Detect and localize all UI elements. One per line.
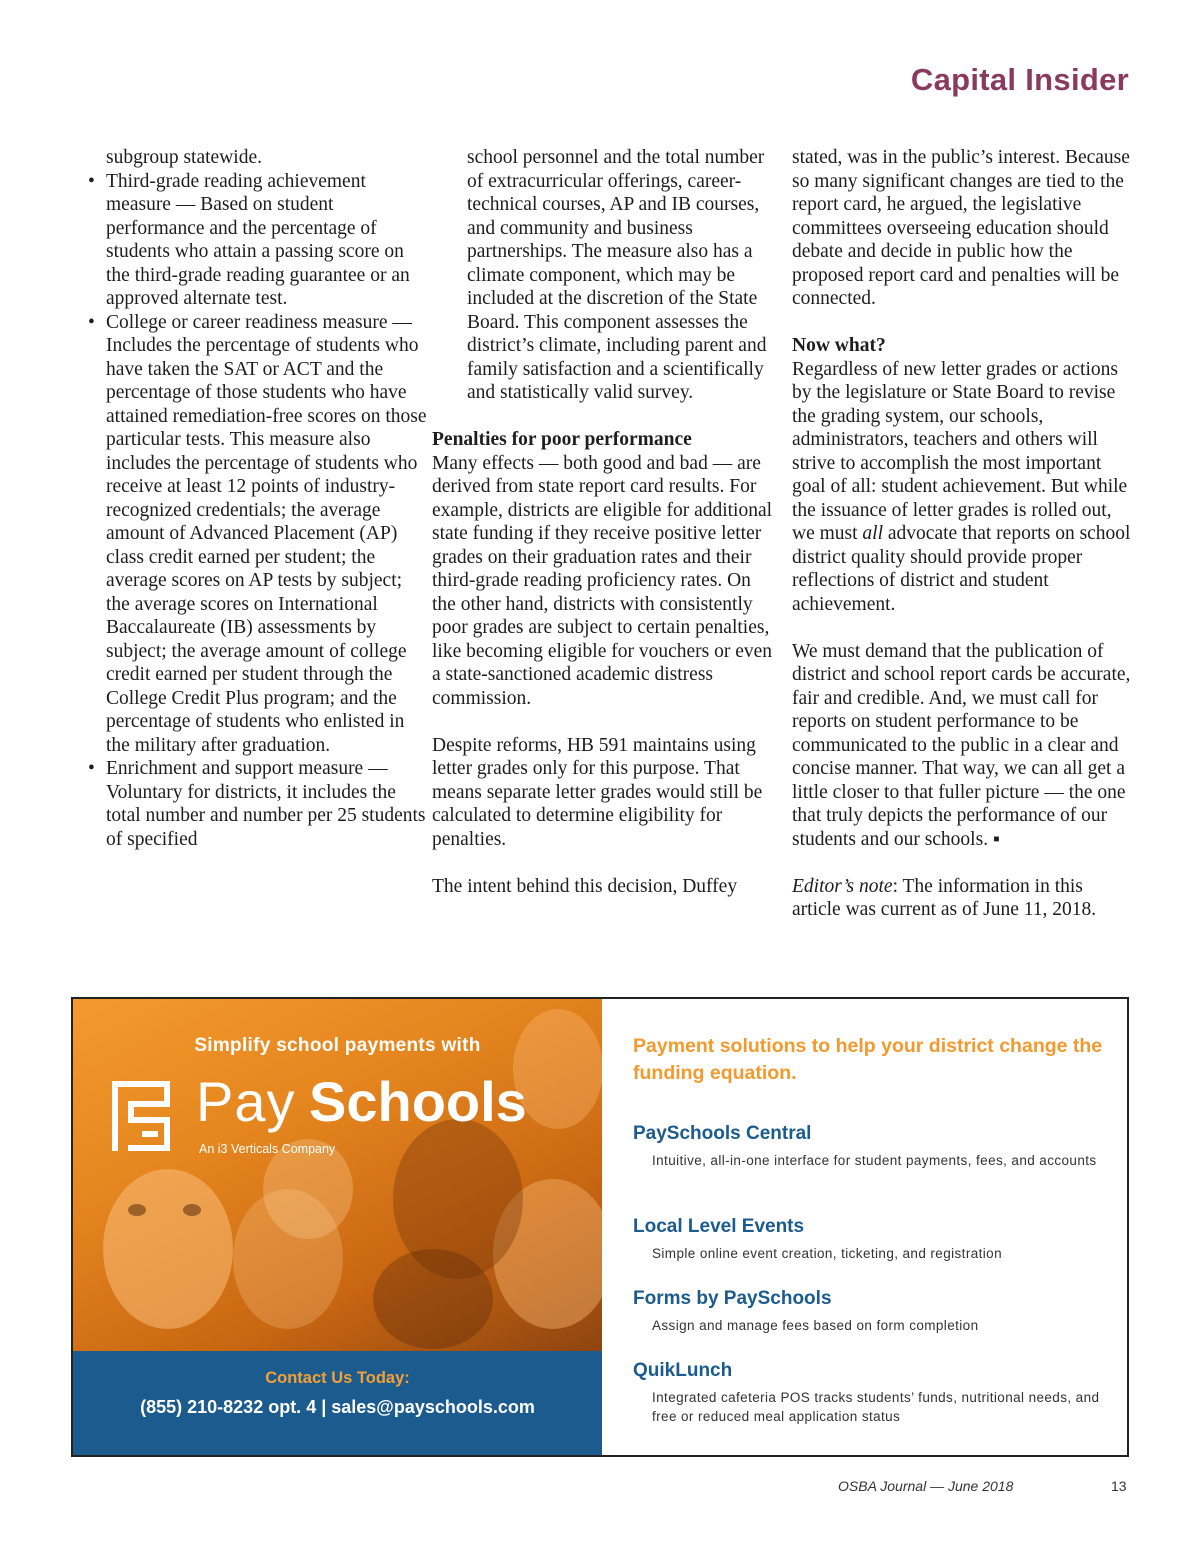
paragraph: stated, was in the public’s interest. Because so many significant changes are tied to the report card, he argued, the legislative committees overseeing education should debate and decide in public how the proposed report card and penalties will be connected. xyxy=(792,147,1130,309)
payschools-advertisement[interactable] xyxy=(71,997,1129,1457)
note-text: : The information in this article was current as of June 11, 2018. xyxy=(792,875,1097,920)
product-item xyxy=(633,1123,1103,1170)
paragraph xyxy=(792,358,1134,617)
product-item xyxy=(633,1288,1103,1335)
ad-right-panel xyxy=(602,999,1129,1455)
note-label: Editor’s note xyxy=(792,875,893,897)
paragraph: Despite reforms, HB 591 maintains using letter grades only for this purpose. That means separate letter grades would still be calculated to determine eligibility for penalties. xyxy=(432,734,763,850)
paragraph: The intent behind this decision, Duffey xyxy=(432,875,738,897)
bullet-list xyxy=(88,170,428,852)
product-item xyxy=(633,1360,1103,1426)
payschools-logo-icon xyxy=(109,1078,187,1157)
product-title: Local Level Events xyxy=(633,1216,805,1237)
editors-note xyxy=(792,875,1134,922)
product-description: Simple online event creation, ticketing, and registration xyxy=(652,1246,1002,1261)
ad-contact-bar xyxy=(73,1351,602,1457)
paragraph: We must demand that the publication of district and school report cards be accurate, fair and credible. And, we must call for reports on student performance to be communicated to the public in a clear and concise manner. That way, we can all get a little closer to that fuller picture — the one that truly depicts the performance of our students and our schools. ▪ xyxy=(792,640,1131,850)
product-item xyxy=(633,1216,1103,1263)
contact-label: Contact Us Today: xyxy=(265,1369,410,1387)
ad-headline: Simplify school payments with xyxy=(194,1035,481,1056)
footer-journal-title: OSBA Journal — June 2018 xyxy=(838,1478,1014,1494)
brand-schools-text: Schools xyxy=(309,1070,527,1133)
contact-info[interactable]: (855) 210-8232 opt. 4 | sales@payschools.com xyxy=(140,1397,535,1417)
paragraph: Many effects — both good and bad — are derived from state report card results. For example, districts are eligible for additional state funding if they receive positive letter grades on their graduation rates and their third-grade reading proficiency rates. On the other hand, districts with consistently poor grades are subject to certain penalties, like becoming eligible for vouchers or even a state-sanctioned academic distress commission. xyxy=(432,452,773,709)
article-column-2 xyxy=(432,146,777,922)
product-title: PaySchools Central xyxy=(633,1123,812,1144)
brand-pay-text: Pay xyxy=(196,1070,296,1133)
product-description: Intuitive, all-in-one interface for student payments, fees, and accounts xyxy=(652,1153,1097,1168)
ad-left-panel xyxy=(73,999,602,1455)
product-title: QuikLunch xyxy=(633,1360,733,1381)
list-item: • Third-grade reading achievement measure — Based on student performance and the percentage of students who attain a passing score on the third-grade reading guarantee or an approved alternate test. xyxy=(88,170,428,311)
brand-subtitle: An i3 Verticals Company xyxy=(199,1142,336,1156)
section-heading: Now what? xyxy=(792,335,886,356)
ad-right-headline: Payment solutions to help your district change the funding equation. xyxy=(633,1035,1103,1084)
section-title: Capital Insider xyxy=(910,62,1129,97)
text-span: advocate that reports on school district quality should provide proper reflections of district and student achievement. xyxy=(792,523,1131,615)
article-column-1 xyxy=(88,146,428,851)
section-heading: Penalties for poor performance xyxy=(432,429,692,450)
paragraph: subgroup statewide. xyxy=(106,147,262,168)
emphasis: all xyxy=(862,523,884,544)
list-item: • College or career readiness measure — Includes the percentage of students who have taken the SAT or ACT and the percentage of those students who have attained remediation-free scores on those particular tests. This measure also includes the percentage of students who receive at least 12 points of industry-recognized credentials; the average amount of Advanced Placement (AP) class credit earned per student; the average scores on AP tests by subject; the average scores on International Baccalaureate (IB) assessments by subject; the average amount of college credit earned per student through the College Credit Plus program; and the percentage of students who enlisted in the military after graduation. xyxy=(88,311,428,758)
paragraph: school personnel and the total number of extracurricular offerings, career-technical courses, AP and IB courses, and community and business partnerships. The measure also has a climate component, which may be included at the discretion of the State Board. This component assesses the district’s climate, including parent and family satisfaction and a scientifically and statistically valid survey. xyxy=(467,147,767,403)
product-description: Integrated cafeteria POS tracks students’ funds, nutritional needs, and free or reduced meal application status xyxy=(652,1390,1100,1424)
product-description: Assign and manage fees based on form completion xyxy=(652,1318,979,1333)
text-span: Regardless of new letter grades or actions by the legislature or State Board to revise the grading system, our schools, administrators, teachers and others will strive to accomplish the most important goal of all: student achievement. But while the issuance of letter grades is rolled out, we must xyxy=(792,358,1128,544)
page-number: 13 xyxy=(1111,1478,1127,1494)
article-column-3 xyxy=(792,146,1134,945)
list-item: • Enrichment and support measure — Voluntary for districts, it includes the total number and number per 25 students of specified xyxy=(88,757,428,851)
product-title: Forms by PaySchools xyxy=(633,1288,832,1309)
